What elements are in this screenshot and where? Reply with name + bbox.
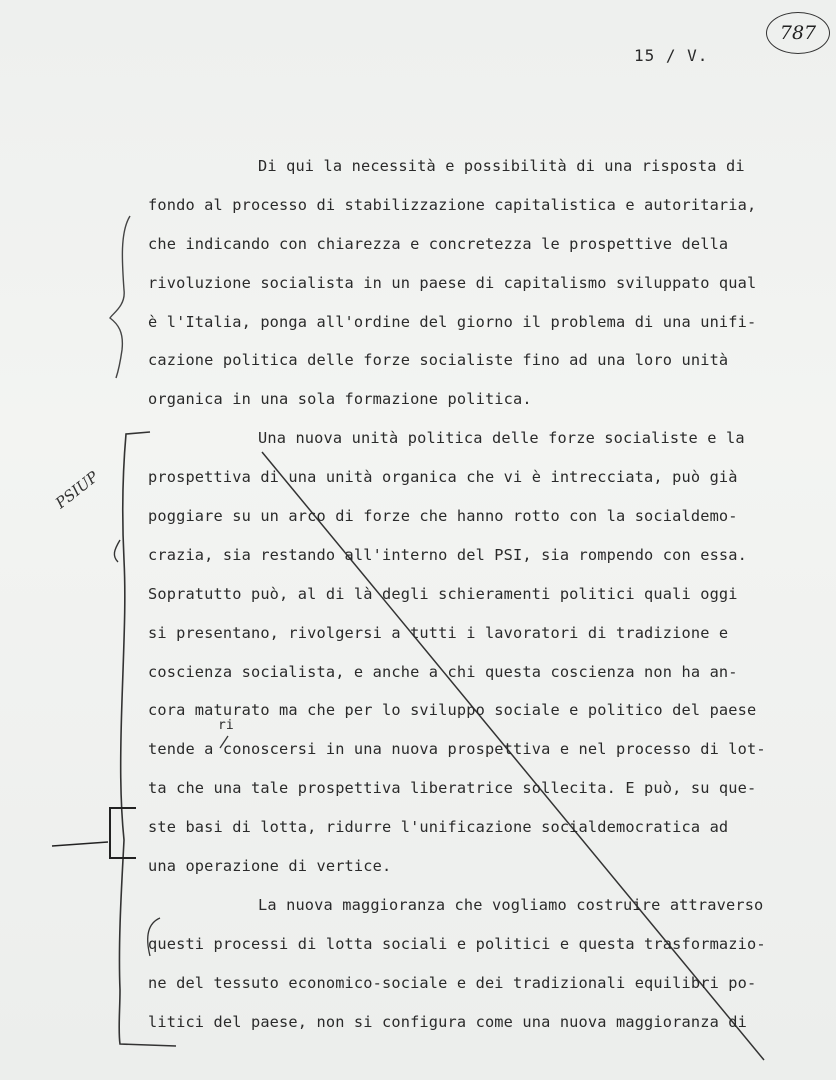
text-line: organica in una sola formazione politica. [148, 390, 532, 409]
handwritten-note: PSIUP [52, 467, 102, 513]
text-line: ste basi di lotta, ridurre l'unificazione socialdemocratica ad [148, 818, 729, 837]
text-line: litici del paese, non si configura come una nuova maggioranza di [148, 1012, 748, 1031]
text-line: crazia, sia restando all'interno del PSI, sia rompendo con essa. [148, 545, 748, 564]
text-line: questi processi di lotta sociali e politici e questa trasformazio- [148, 934, 766, 953]
margin-squiggle [114, 540, 120, 562]
text-line: una operazione di vertice. [148, 857, 392, 876]
margin-brace-1 [110, 216, 130, 378]
text-line: che indicando con chiarezza e concretezza le prospettive della [148, 234, 729, 253]
archive-number-stamp: 787 [766, 12, 830, 54]
text-line: rivoluzione socialista in un paese di capitalismo sviluppato qual [148, 273, 757, 292]
text-line: poggiare su un arco di forze che hanno rotto con la socialdemo- [148, 507, 738, 526]
text-line: cora maturato ma che per lo sviluppo sociale e politico del paese [148, 701, 757, 720]
paragraph-3 [148, 886, 808, 1042]
text-line: La nuova maggioranza che vogliamo costruire attraverso [258, 895, 764, 914]
typewritten-body [148, 147, 808, 1041]
text-line: fondo al processo di stabilizzazione capitalistica e autoritaria, [148, 195, 757, 214]
text-line: cazione politica delle forze socialiste fino ad una loro unità [148, 351, 729, 370]
margin-pointer-line [52, 842, 108, 846]
text-line: Sopratutto può, al di là degli schieramenti politici quali oggi [148, 584, 738, 603]
text-line: coscienza socialista, e anche a chi questa coscienza non ha an- [148, 662, 738, 681]
text-line: Una nuova unità politica delle forze socialiste e la [258, 429, 745, 448]
paragraph-2 [148, 419, 808, 886]
text-line: si presentano, rivolgersi a tutti i lavoratori di tradizione e [148, 623, 729, 642]
margin-square-bracket [110, 808, 136, 858]
text-line: prospettiva di una unità organica che vi è intrecciata, può già [148, 468, 738, 487]
text-line: ne del tessuto economico-sociale e dei tradizionali equilibri po- [148, 973, 757, 992]
page-number: 15 / V. [634, 46, 709, 65]
handwritten-insert: ri [218, 718, 234, 733]
text-line: ta che una tale prospettiva liberatrice sollecita. E può, su que- [148, 779, 757, 798]
text-line: è l'Italia, ponga all'ordine del giorno il problema di una unifi- [148, 312, 757, 331]
paragraph-1 [148, 147, 808, 419]
text-line: Di qui la necessità e possibilità di una risposta di [258, 157, 745, 175]
text-line: tende a conoscersi in una nuova prospettiva e nel processo di lot- [148, 740, 766, 759]
